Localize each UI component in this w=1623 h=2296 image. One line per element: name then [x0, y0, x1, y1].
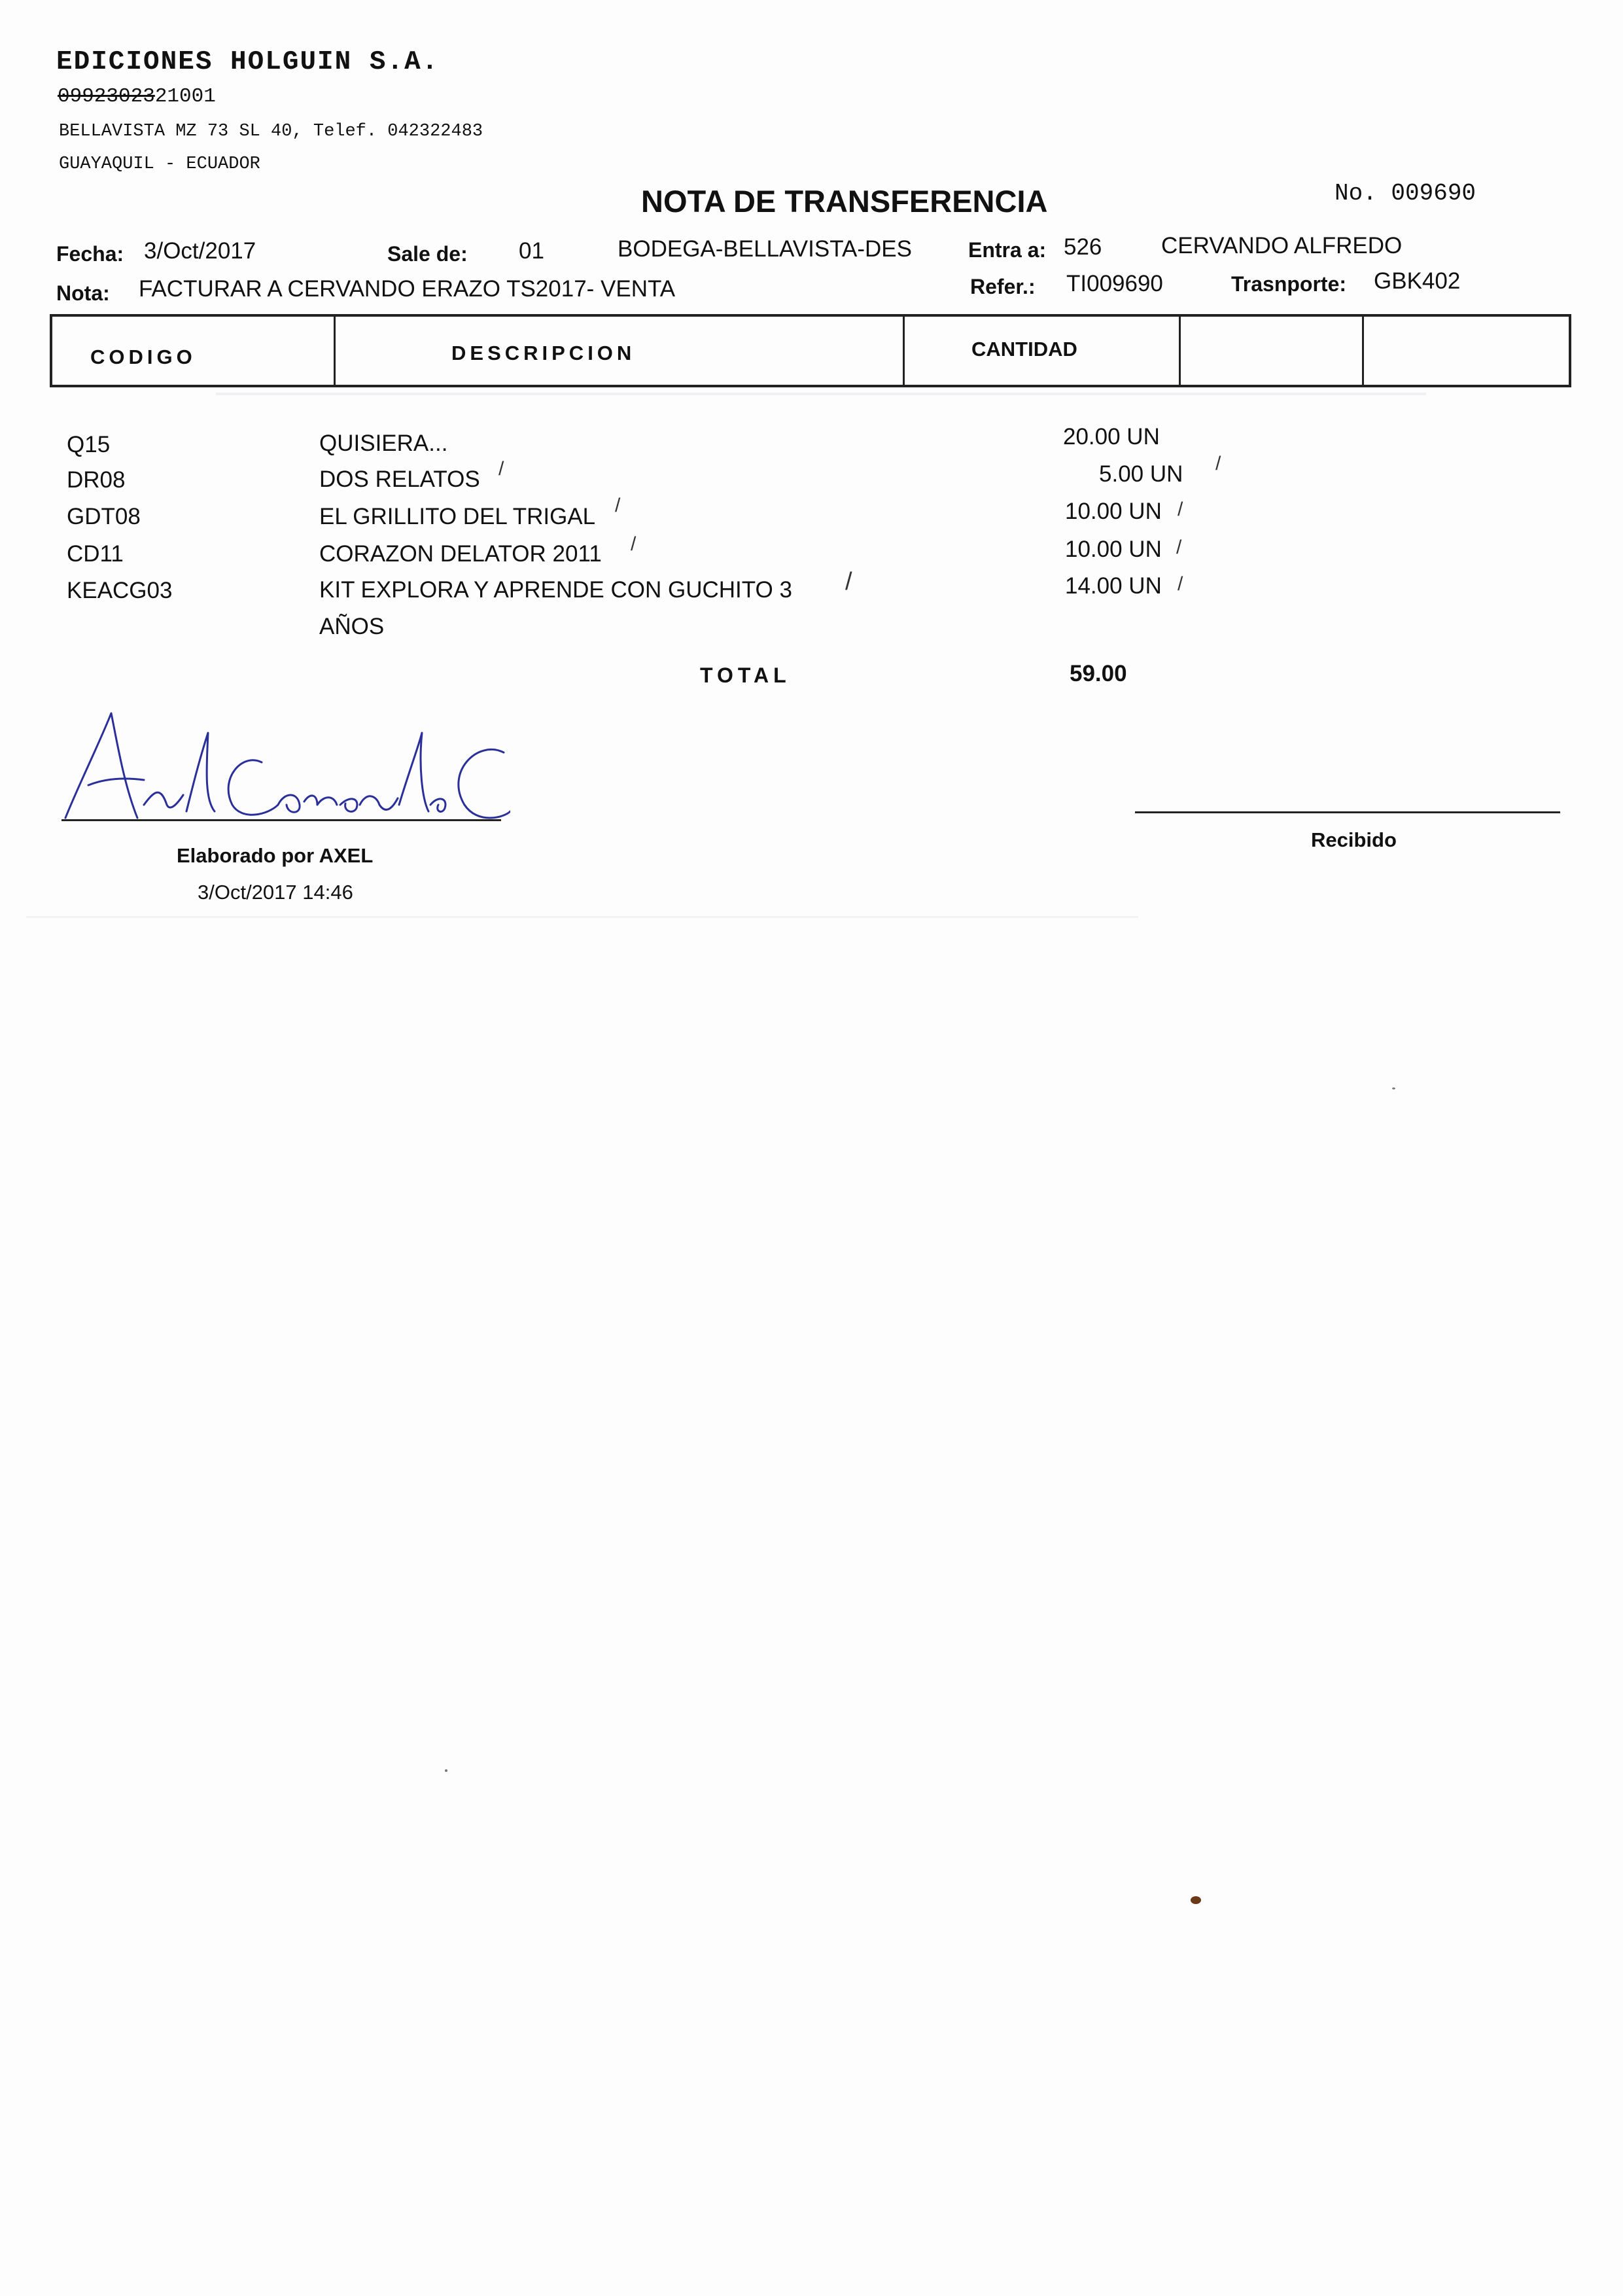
recibido-label: Recibido [1311, 828, 1397, 851]
fecha-value: 3/Oct/2017 [144, 238, 256, 264]
company-name: EDICIONES HOLGUIN S.A. [56, 47, 440, 77]
total-label: TOTAL [700, 663, 791, 687]
company-city: GUAYAQUIL - ECUADOR [59, 154, 260, 174]
row-qty: 14.00 UN [1065, 573, 1162, 599]
bleed-through-line [26, 916, 1138, 918]
signature-image [52, 707, 510, 838]
header-descripcion: DESCRIPCION [451, 342, 636, 364]
elaborado-label: Elaborado por AXEL [177, 844, 374, 867]
row-qty: 5.00 UN [1099, 461, 1183, 487]
table-header-frame [50, 314, 1571, 387]
row-qty: 10.00 UN [1065, 499, 1162, 524]
refer-label: Refer.: [970, 275, 1036, 298]
transporte-value: GBK402 [1374, 268, 1461, 294]
check-mark-icon: / [498, 458, 504, 480]
check-mark-icon: / [631, 533, 637, 555]
elaborado-date: 3/Oct/2017 14:46 [198, 881, 353, 904]
row-desc: QUISIERA... [319, 431, 448, 456]
entra-name: CERVANDO ALFREDO [1161, 233, 1403, 258]
check-mark-icon: / [615, 495, 621, 516]
bleed-through-line [216, 393, 1426, 395]
sale-label: Sale de: [387, 242, 468, 266]
column-divider [1362, 317, 1364, 385]
entra-label: Entra a: [968, 238, 1047, 262]
column-divider [1179, 317, 1181, 385]
row-code: CD11 [67, 541, 124, 567]
check-mark-icon: / [845, 568, 852, 595]
sale-code: 01 [519, 238, 544, 264]
signature-line [61, 819, 501, 821]
header-codigo: CODIGO [90, 345, 196, 368]
scan-speck [1392, 1087, 1395, 1089]
total-value: 59.00 [1070, 661, 1127, 686]
document-title: NOTA DE TRANSFERENCIA [641, 184, 1048, 219]
company-ruc-struck: 09923023 [58, 85, 155, 108]
column-divider [903, 317, 905, 385]
scan-speck [445, 1769, 447, 1772]
row-code: GDT08 [67, 504, 141, 529]
header-cantidad: CANTIDAD [971, 338, 1077, 361]
row-code: DR08 [67, 467, 126, 493]
sale-name: BODEGA-BELLAVISTA-DES [618, 236, 912, 262]
transporte-label: Trasnporte: [1231, 272, 1347, 296]
company-ruc [58, 85, 216, 108]
row-qty: 10.00 UN [1065, 537, 1162, 562]
fecha-label: Fecha: [56, 242, 124, 266]
company-address: BELLAVISTA MZ 73 SL 40, Telef. 042322483 [59, 122, 483, 141]
row-code: KEACG03 [67, 578, 173, 603]
row-code: Q15 [67, 432, 111, 457]
company-ruc-rest: 21001 [154, 85, 216, 108]
refer-value: TI009690 [1066, 271, 1163, 296]
nota-label: Nota: [56, 281, 110, 305]
row-qty: 20.00 UN [1063, 424, 1160, 450]
check-mark-icon: / [1178, 499, 1183, 520]
row-desc: DOS RELATOS [319, 467, 480, 492]
check-mark-icon: / [1178, 573, 1183, 595]
row-desc-continued: AÑOS [319, 614, 385, 639]
row-desc: KIT EXPLORA Y APRENDE CON GUCHITO 3 [319, 577, 792, 603]
nota-value: FACTURAR A CERVANDO ERAZO TS2017- VENTA [139, 276, 676, 302]
scan-speck [1191, 1896, 1201, 1904]
document-number: No. 009690 [1335, 180, 1476, 207]
column-divider [334, 317, 336, 385]
check-mark-icon: / [1215, 453, 1221, 474]
entra-code: 526 [1064, 234, 1102, 260]
row-desc: CORAZON DELATOR 2011 [319, 541, 602, 567]
row-desc: EL GRILLITO DEL TRIGAL [319, 504, 596, 529]
check-mark-icon: / [1176, 537, 1182, 558]
recibido-line [1135, 811, 1560, 813]
